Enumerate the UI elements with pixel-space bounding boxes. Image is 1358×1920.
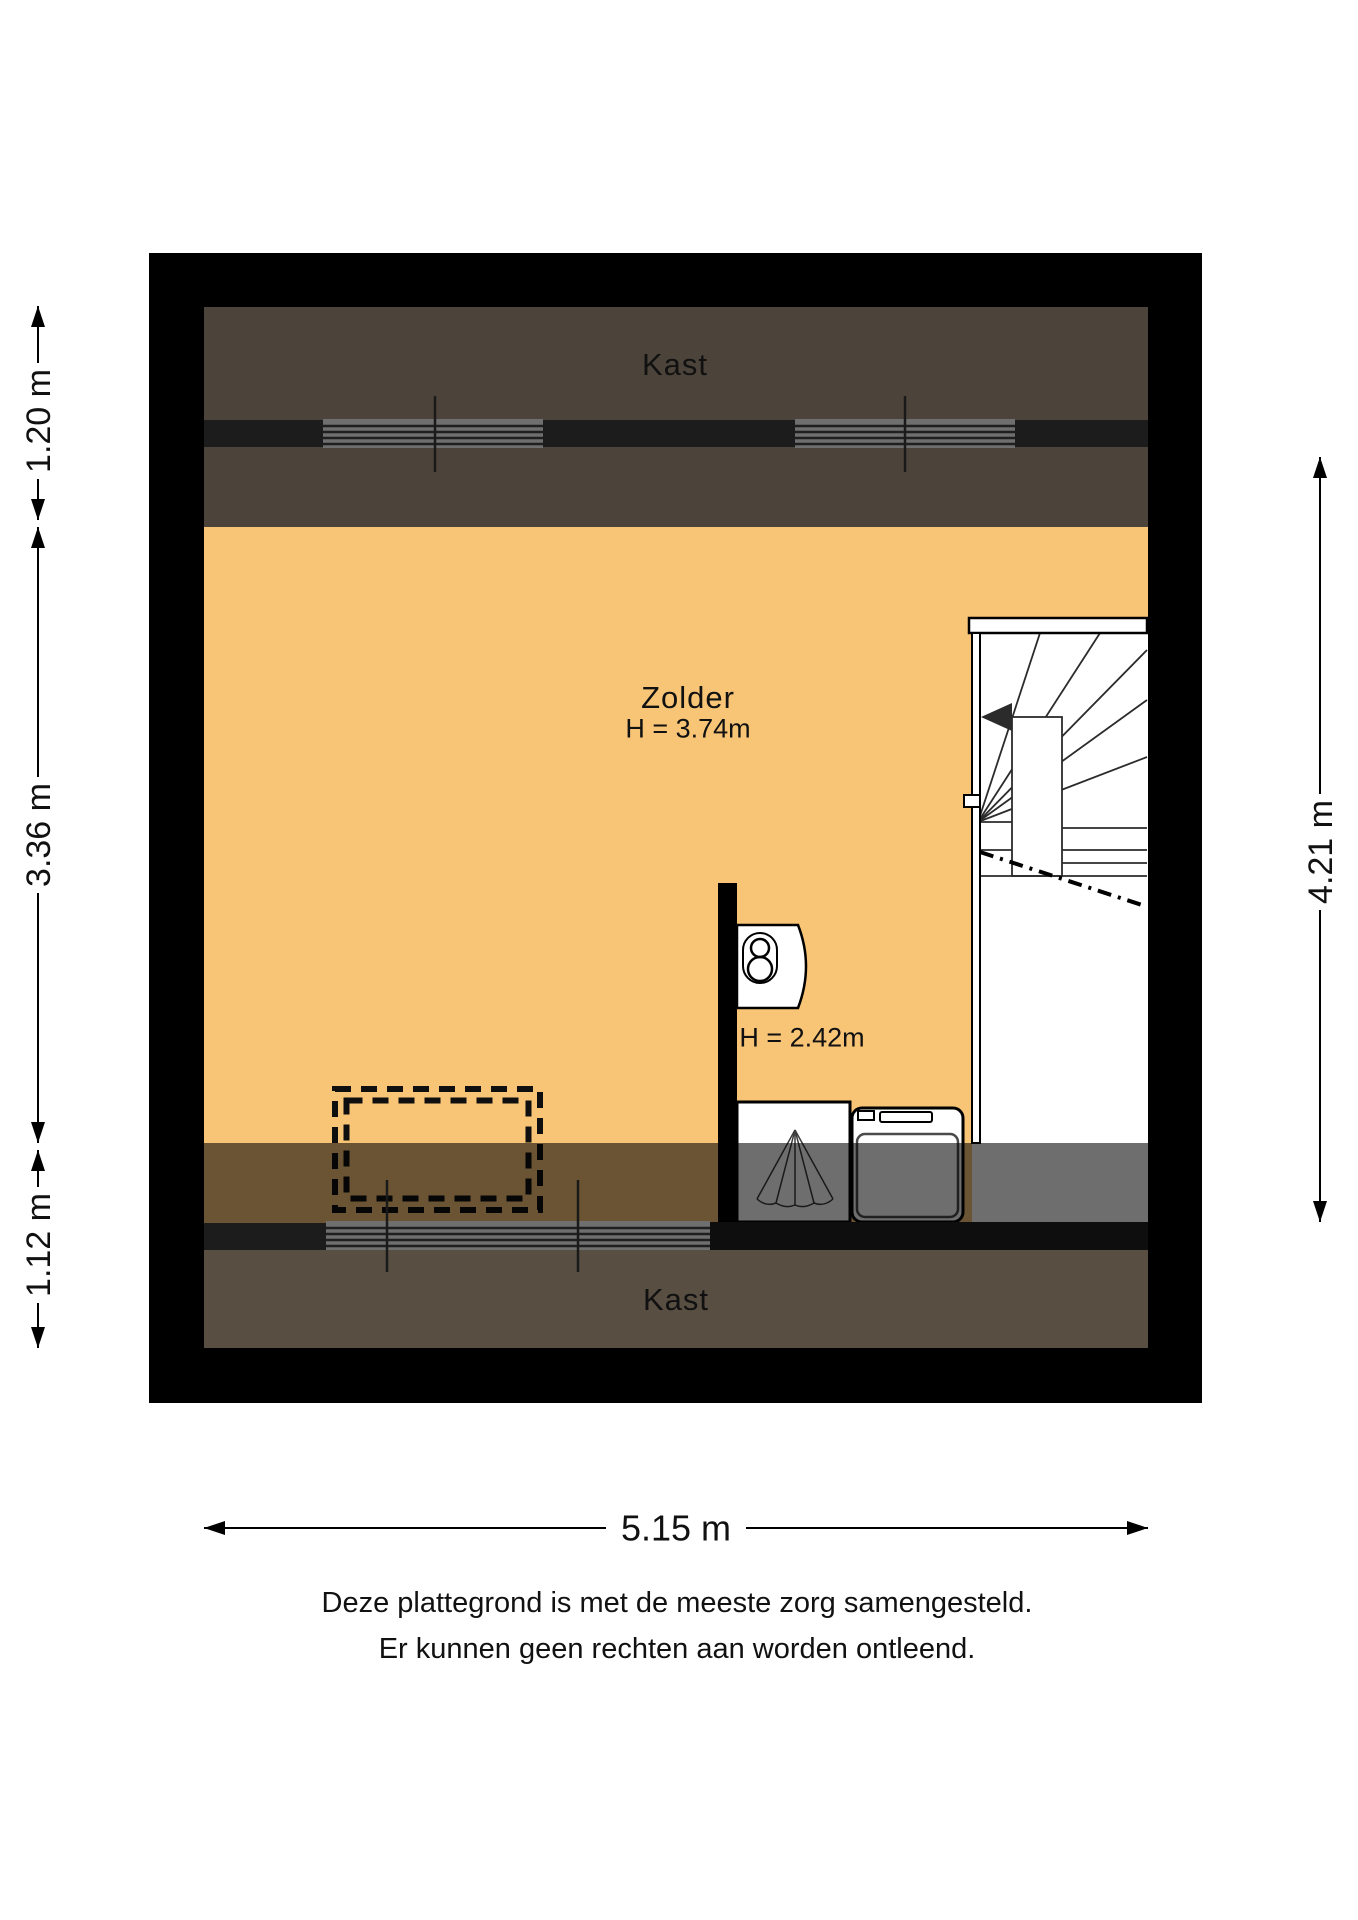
wall-segment <box>1015 420 1148 447</box>
dimension-right-label: 4.21 m <box>1301 800 1340 904</box>
attic-label: Zolder <box>641 679 735 715</box>
dimension-left-middle <box>18 527 58 1143</box>
dimension-bottom <box>204 1504 1148 1552</box>
wall-segment <box>204 1223 326 1250</box>
wall-segment <box>710 1222 1148 1250</box>
wall-segment <box>204 420 323 447</box>
dimension-right <box>1300 457 1340 1222</box>
stair-wall-notch <box>964 795 980 807</box>
stair-newel <box>1012 717 1062 876</box>
low-ceiling-height-label: H = 2.42m <box>739 1022 865 1053</box>
disclaimer <box>322 1587 1033 1665</box>
closet-bottom-label: Kast <box>642 1281 710 1317</box>
closet-top-floor <box>204 307 1148 527</box>
attic-height-label: H = 3.74m <box>625 713 751 744</box>
dimension-bottom-label: 5.15 m <box>620 1507 732 1549</box>
stair-rail <box>969 618 1147 633</box>
stair-wall <box>972 633 980 1143</box>
dimension-left-bottom-label: 1.12 m <box>19 1193 58 1297</box>
sliding-door-panel <box>326 1221 710 1250</box>
dimension-left-top <box>18 306 58 520</box>
low-ceiling-overlay <box>204 1143 1148 1223</box>
wall-segment <box>543 420 795 447</box>
dimension-left-bottom <box>18 1150 58 1348</box>
boiler-icon <box>737 925 806 1008</box>
dimension-left-middle-label: 3.36 m <box>19 783 58 887</box>
sliding-door-panel <box>323 419 543 448</box>
closet-top-label: Kast <box>641 346 709 382</box>
dimension-left-top-label: 1.20 m <box>19 369 58 473</box>
disclaimer-line1: Deze plattegrond is met de meeste zorg samengesteld. <box>321 1587 1033 1620</box>
disclaimer-line2: Er kunnen geen rechten aan worden ontleend. <box>378 1633 976 1666</box>
staircase <box>964 618 1148 1223</box>
